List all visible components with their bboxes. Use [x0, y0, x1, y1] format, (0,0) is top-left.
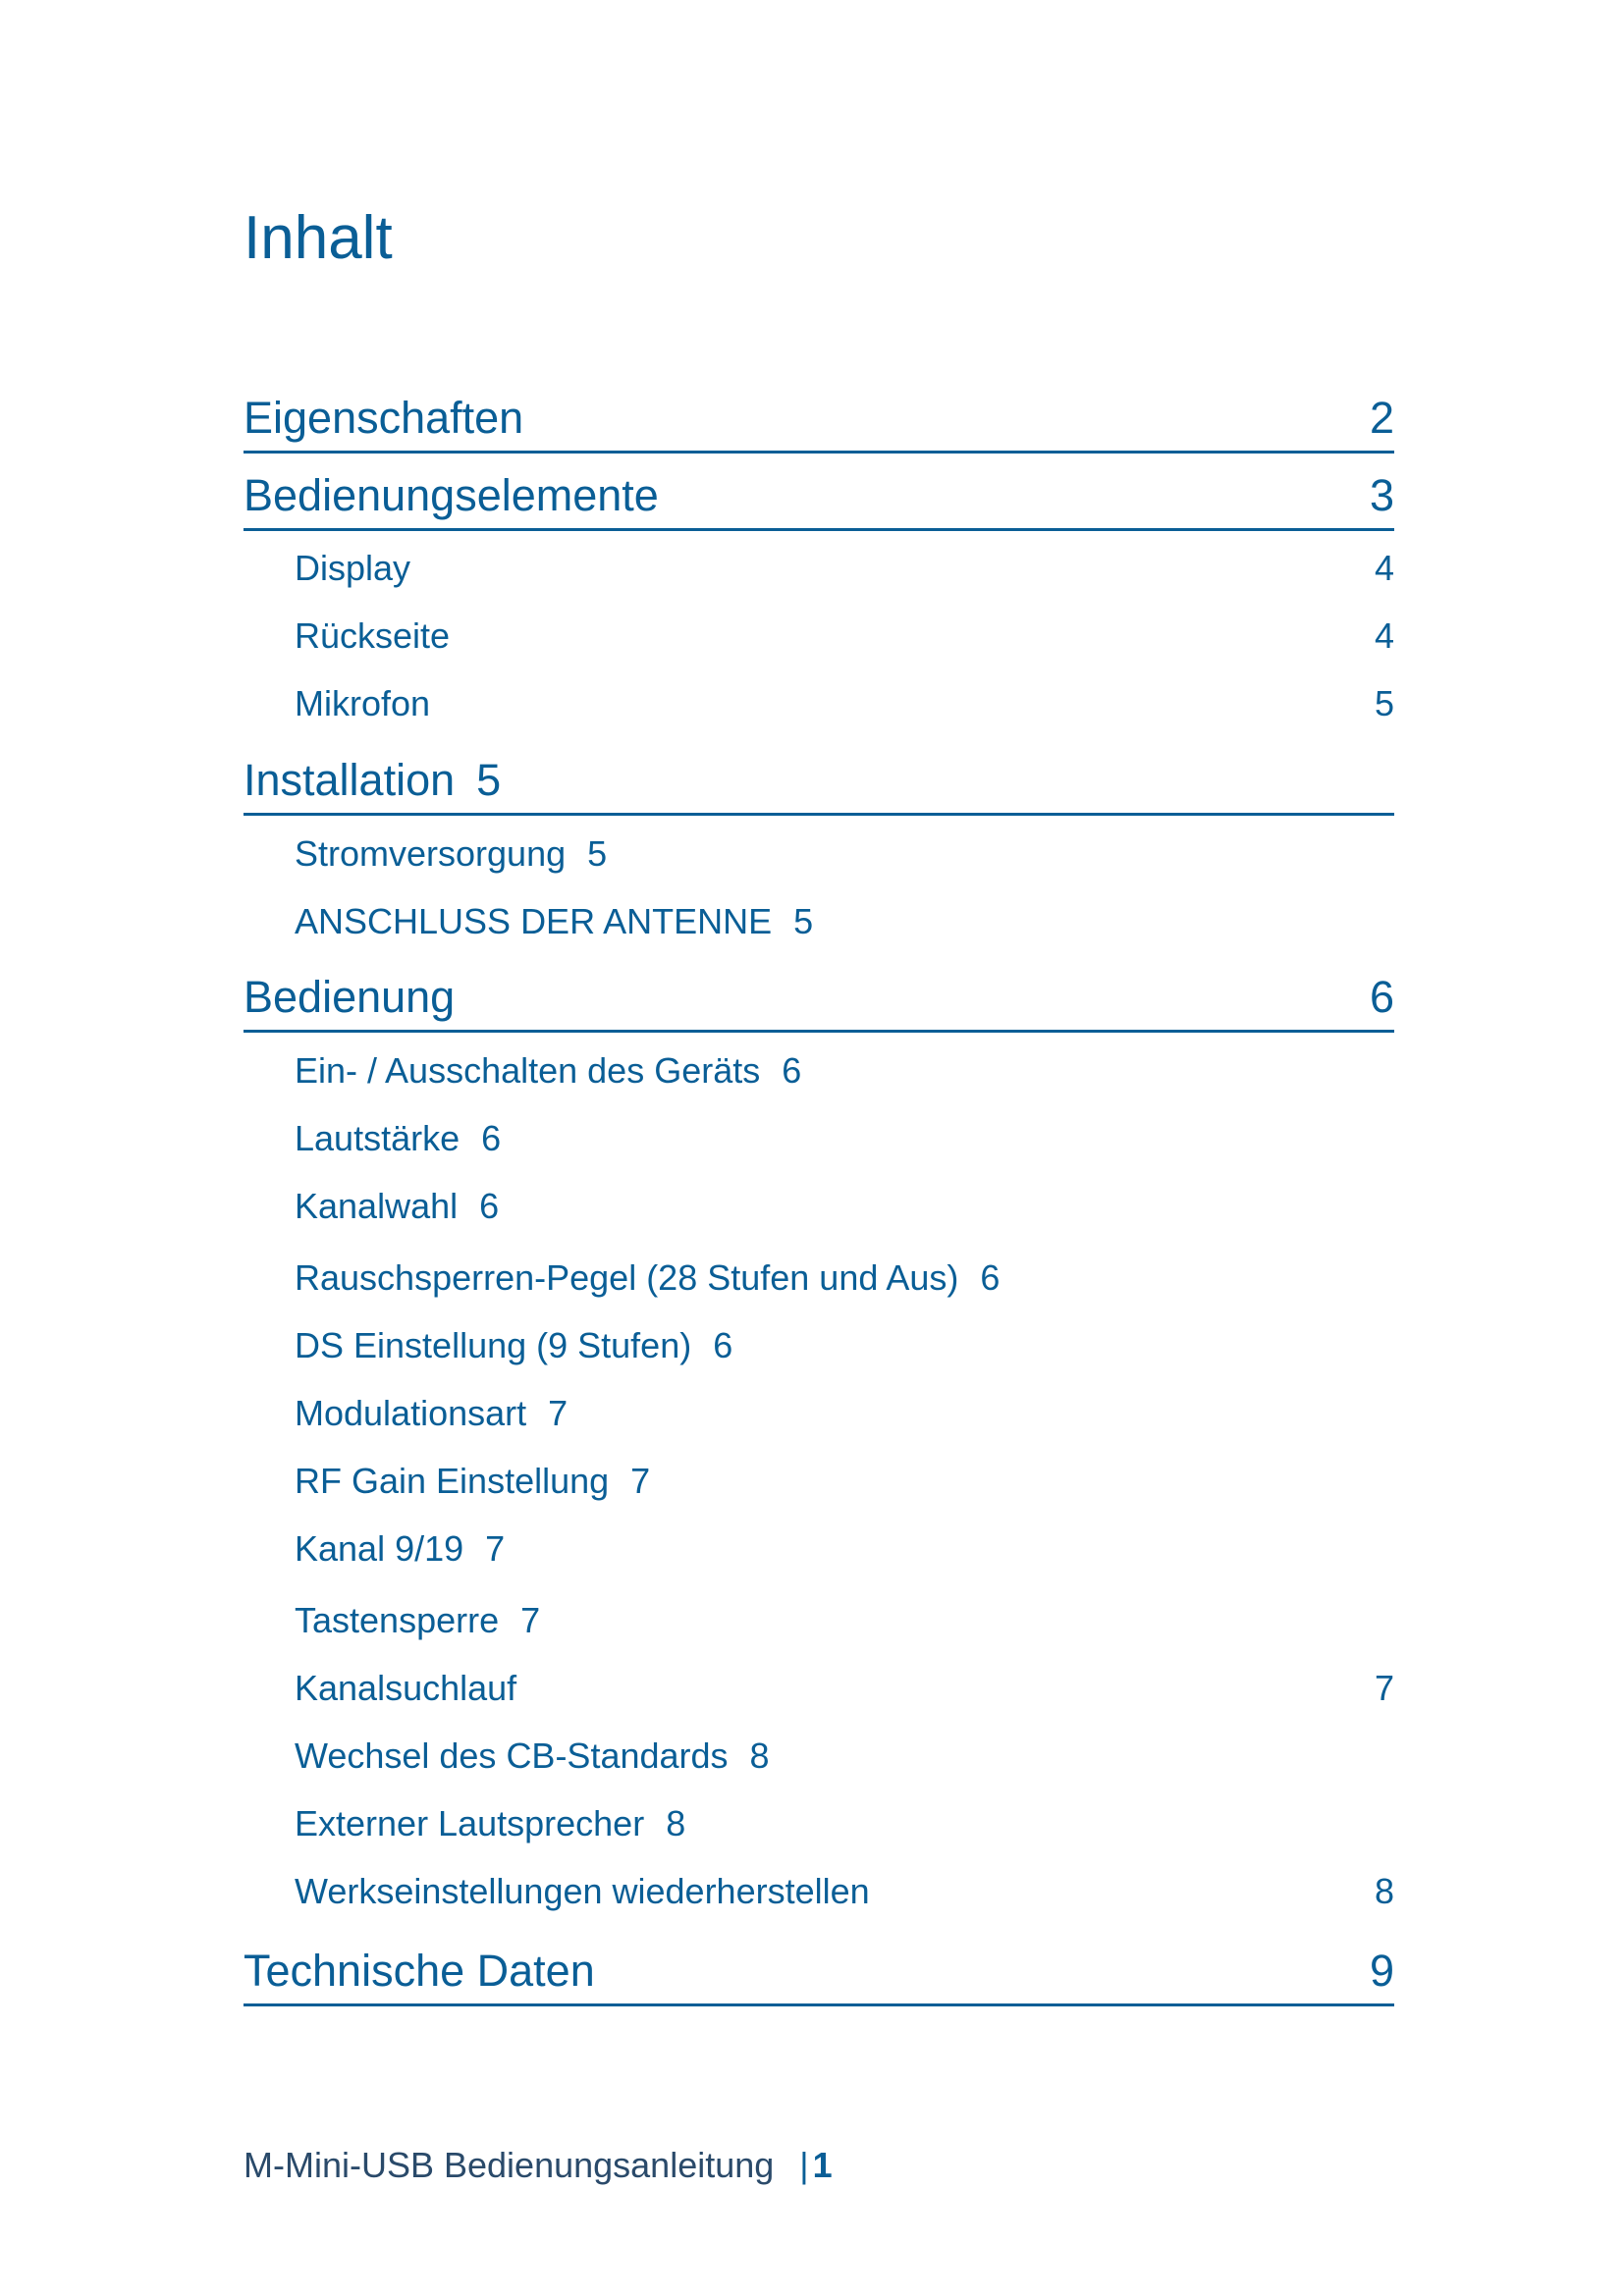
toc-entry-bedienungselemente[interactable]	[244, 470, 1394, 520]
page-title: Inhalt	[244, 204, 393, 272]
toc-entry-page: 6	[1369, 972, 1394, 1022]
toc-entry-display[interactable]	[295, 548, 1394, 588]
toc-entry-kanal-9-19[interactable]	[295, 1528, 1394, 1569]
toc-entry-page: 2	[1369, 393, 1394, 443]
toc-entry-werkseinstellungen[interactable]	[295, 1871, 1394, 1911]
toc-entry-page: 7	[548, 1393, 568, 1433]
toc-entry-page: 5	[587, 833, 608, 874]
toc-entry-kanalsuchlauf[interactable]	[295, 1668, 1394, 1708]
toc-entry-label: Stromversorgung	[295, 833, 567, 874]
toc-entry-stromversorgung[interactable]	[295, 833, 1394, 874]
toc-entry-page: 4	[1374, 548, 1394, 588]
toc-entry-label: Wechsel des CB-Standards	[295, 1735, 729, 1776]
toc-entry-label: Kanal 9/19	[295, 1528, 464, 1569]
toc-entry-page: 6	[479, 1186, 500, 1226]
toc-entry-label: Display	[295, 548, 411, 588]
toc-entry-page: 6	[481, 1118, 502, 1158]
toc-entry-label: Rauschsperren-Pegel (28 Stufen und Aus)	[295, 1257, 959, 1298]
toc-entry-page: 5	[1374, 683, 1394, 723]
toc-entry-externer-lautsprecher[interactable]	[295, 1803, 1394, 1843]
toc-entry-label: Kanalwahl	[295, 1186, 459, 1226]
toc-entry-label: Lautstärke	[295, 1118, 460, 1158]
toc-entry-label: Werkseinstellungen wiederherstellen	[295, 1871, 870, 1911]
toc-entry-label: Mikrofon	[295, 683, 431, 723]
toc-entry-lautstaerke[interactable]	[295, 1118, 1394, 1158]
toc-entry-label: RF Gain Einstellung	[295, 1461, 610, 1501]
toc-entry-ein-ausschalten[interactable]	[295, 1050, 1394, 1091]
footer-separator: |	[799, 2145, 809, 2185]
toc-entry-label: ANSCHLUSS DER ANTENNE	[295, 901, 773, 941]
toc-entry-label: Modulationsart	[295, 1393, 527, 1433]
toc-entry-rauschsperren-pegel[interactable]	[295, 1257, 1394, 1298]
toc-entry-label: Bedienungselemente	[244, 470, 659, 520]
toc-entry-label: Technische Daten	[244, 1946, 595, 1996]
toc-entry-page: 6	[782, 1050, 802, 1091]
toc-entry-page: 6	[713, 1325, 733, 1365]
toc-entry-ds-einstellung[interactable]	[295, 1325, 1394, 1365]
toc-entry-page: 7	[520, 1600, 541, 1640]
toc-entry-label: Kanalsuchlauf	[295, 1668, 517, 1708]
toc-entry-label: Externer Lautsprecher	[295, 1803, 645, 1843]
toc-entry-page: 9	[1369, 1946, 1394, 1996]
toc-entry-page: 7	[485, 1528, 506, 1569]
page-footer	[244, 2145, 833, 2186]
toc-entry-label: Ein- / Ausschalten des Geräts	[295, 1050, 761, 1091]
toc-entry-label: DS Einstellung (9 Stufen)	[295, 1325, 692, 1365]
toc-entry-label: Eigenschaften	[244, 393, 524, 443]
toc-entry-tastensperre[interactable]	[295, 1600, 1394, 1640]
footer-document-name: M-Mini-USB Bedienungsanleitung	[244, 2145, 775, 2185]
toc-entry-page: 4	[1374, 615, 1394, 656]
toc-entry-kanalwahl[interactable]	[295, 1186, 1394, 1226]
toc-entry-page: 8	[666, 1803, 686, 1843]
toc-entry-page: 5	[793, 901, 814, 941]
toc-entry-label: Tastensperre	[295, 1600, 500, 1640]
toc-entry-page: 8	[1374, 1871, 1394, 1911]
toc-entry-mikrofon[interactable]	[295, 683, 1394, 723]
toc-entry-eigenschaften[interactable]	[244, 393, 1394, 443]
toc-entry-label: Bedienung	[244, 972, 456, 1022]
toc-entry-page: 7	[1374, 1668, 1394, 1708]
toc-entry-label: Rückseite	[295, 615, 451, 656]
toc-entry-page: 5	[476, 755, 502, 805]
toc-entry-page: 6	[980, 1257, 1001, 1298]
toc-entry-page: 8	[749, 1735, 770, 1776]
toc-entry-page: 3	[1369, 470, 1394, 520]
toc-entry-installation[interactable]	[244, 755, 1394, 805]
toc-entry-anschluss-antenne[interactable]	[295, 901, 1394, 941]
toc-entry-bedienung[interactable]	[244, 972, 1394, 1022]
toc-entry-rf-gain[interactable]	[295, 1461, 1394, 1501]
toc-entry-rueckseite[interactable]	[295, 615, 1394, 656]
toc-entry-cb-standards[interactable]	[295, 1735, 1394, 1776]
footer-page-number: 1	[812, 2145, 833, 2185]
toc-entry-modulationsart[interactable]	[295, 1393, 1394, 1433]
toc-entry-label: Installation	[244, 755, 456, 805]
toc-entry-technische-daten[interactable]	[244, 1946, 1394, 1996]
toc-entry-page: 7	[630, 1461, 651, 1501]
